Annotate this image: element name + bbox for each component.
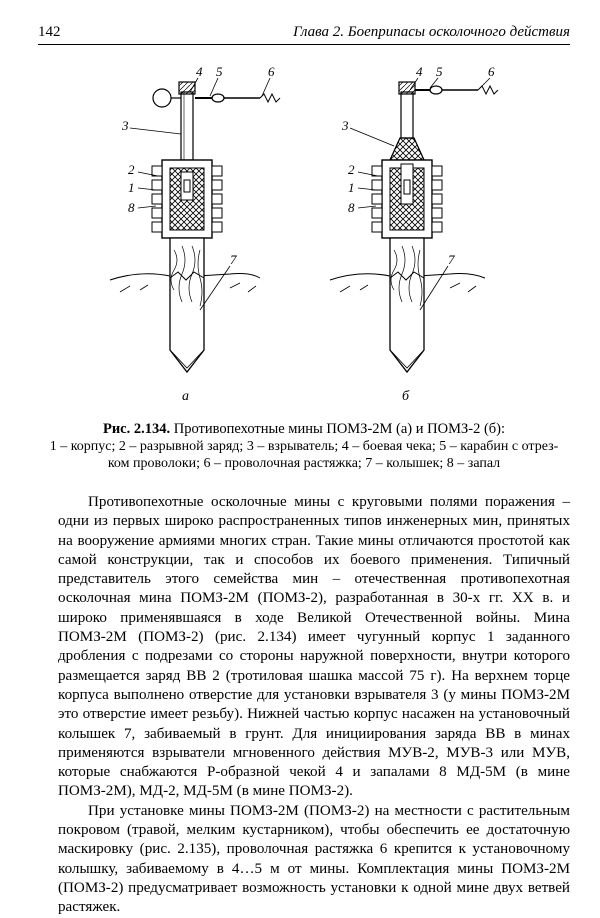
caption-number: Рис. 2.134. <box>102 421 171 437</box>
chapter-title: Глава 2. Боеприпасы осколочного действия <box>293 24 570 40</box>
callout-b-3: 3 <box>342 118 349 133</box>
page-header <box>38 22 570 45</box>
caption-legend-2: ком проволоки; 6 – проволочная растяжка; 7 – колышек; 8 – запал <box>107 456 501 471</box>
variant-a-label: а <box>182 389 189 404</box>
figure-mines <box>100 60 510 415</box>
caption-legend-1: 1 – корпус; 2 – разрывной заряд; 3 – взрыватель; 4 – боевая чека; 5 – карабин с отрез- <box>49 439 559 454</box>
callout-a-2: 2 <box>128 162 135 177</box>
callout-b-1: 1 <box>348 180 355 195</box>
figure-caption <box>38 421 570 472</box>
variant-b-label: б <box>402 389 410 404</box>
callout-b-7: 7 <box>448 252 455 267</box>
callout-b-2: 2 <box>348 162 355 177</box>
callout-b-4: 4 <box>416 64 423 79</box>
callout-a-4: 4 <box>196 64 203 79</box>
mine-variant-b <box>330 64 498 404</box>
paragraph-2: При установке мины ПОМЗ-2М (ПОМЗ-2) на местности с растительным покровом (травой, мелким кустарником), чтобы обеспечить ее достаточную маскировку (рис. 2.135), проволочная растяжка 6 крепится к установочному колышку, забиваемому в 4…5 м от мины. Комплектация мины ПОМЗ-2М (ПОМЗ-2) предусматривает возможность установки к одной мине двух ветвей растяжек. <box>58 802 570 916</box>
mine-variant-a <box>110 64 280 404</box>
page-number: 142 <box>38 24 61 40</box>
callout-b-6: 6 <box>488 64 495 79</box>
callout-b-5: 5 <box>436 64 443 79</box>
callout-a-1: 1 <box>128 180 135 195</box>
callout-a-6: 6 <box>268 64 275 79</box>
callout-a-5: 5 <box>216 64 223 79</box>
callout-a-8: 8 <box>128 200 135 215</box>
callout-b-8: 8 <box>348 200 355 215</box>
body-text <box>58 493 570 918</box>
callout-a-7: 7 <box>230 252 237 267</box>
callout-a-3: 3 <box>122 118 129 133</box>
paragraph-1: Противопехотные осколочные мины с круговыми полями поражения – одни из первых широко распространенных типов инженерных мин, принятых на вооружение армиями многих стран. Такие мины отличаются простотой как самой конструкции, так и способов их боевого применения. Типичный представитель этого семейства мин – отечественная противопехотная осколочная мина ПОМЗ-2М (ПОМЗ-2), разработанная в 30-х гг. XX в. и широко применявшаяся в ходе Великой Отечественной войны. Мина ПОМЗ-2М (ПОМЗ-2) (рис. 2.134) имеет чугунный корпус 1 заданного дробления с подрезами со стороны наружной поверхности, внутри которого размещается заряд ВВ 2 (тротиловая шашка массой 75 г). На верхнем торце корпуса выполнено отверстие для установки взрывателя 3 (у мины ПОМЗ-2М это отверстие имеет резьбу). Нижней частью корпус насажен на установочный колышек 7, забиваемый в грунт. Для инициирования заряда ВВ в минах применяются взрыватели мгновенного действия МУВ-2, МУВ-3 или МУВ, которые снабжаются Р-образной чекой 4 и запалами 8 МД-5М (в мине ПОМЗ-2М), МД-2, МД-5М (в мине ПОМЗ-2). <box>58 494 570 800</box>
caption-title: Противопехотные мины ПОМЗ-2М (а) и ПОМЗ-2 (б): <box>173 421 506 437</box>
mine-diagram <box>100 60 510 415</box>
caption-title-line <box>38 421 570 438</box>
